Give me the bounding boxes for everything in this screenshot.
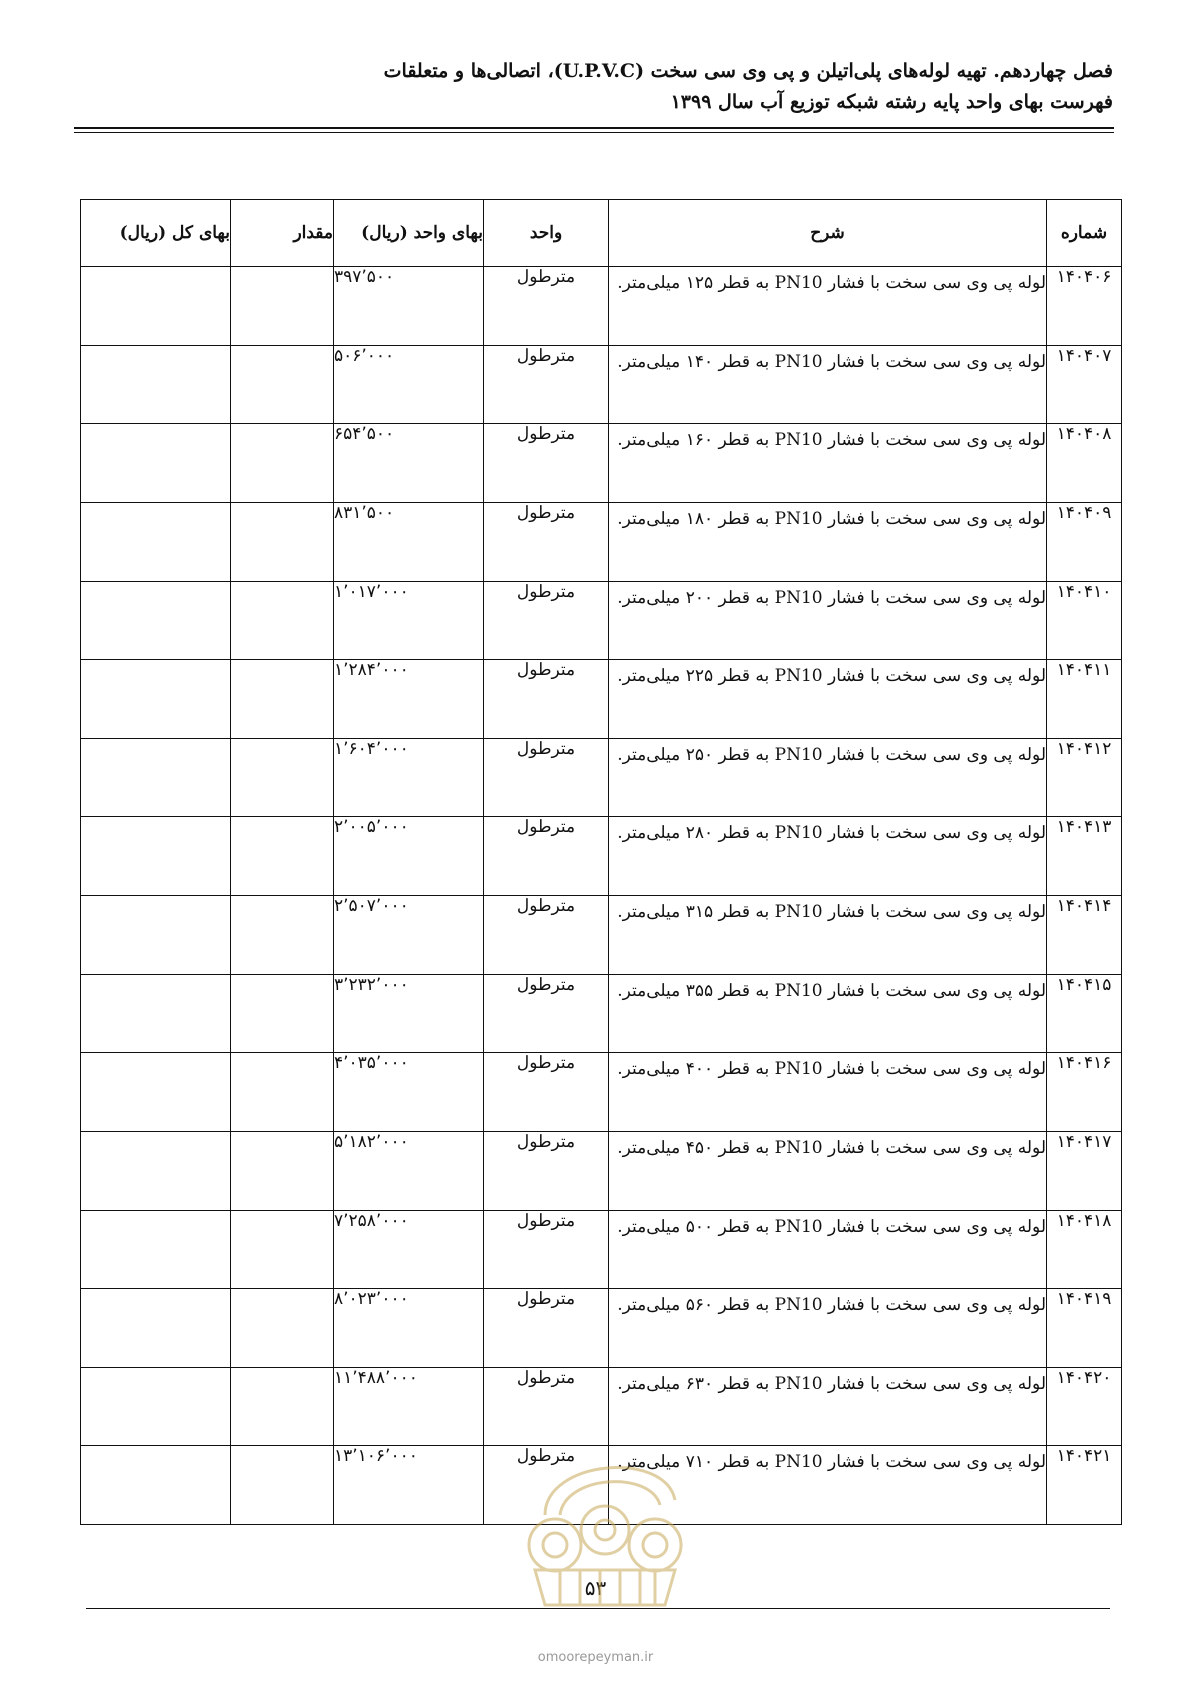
row-quantity [231, 896, 334, 975]
header-unit-price: بهای واحد (ریال) [334, 200, 484, 267]
description-unit: میلی‌متر. [617, 1059, 681, 1080]
row-number: ۱۴۰۴۰۸ [1047, 424, 1122, 503]
table-row [81, 345, 1122, 424]
row-unit: مترطول [484, 1446, 609, 1525]
row-number: ۱۴۰۴۰۶ [1047, 267, 1122, 346]
row-total-price [81, 345, 231, 424]
description-unit: میلی‌متر. [617, 666, 681, 687]
table-row [81, 738, 1122, 817]
description-unit: میلی‌متر. [617, 587, 681, 608]
row-description [609, 1289, 1047, 1368]
table-row [81, 581, 1122, 660]
row-unit: مترطول [484, 1367, 609, 1446]
row-unit: مترطول [484, 817, 609, 896]
row-quantity [231, 660, 334, 739]
description-unit: میلی‌متر. [617, 273, 681, 293]
row-quantity [231, 1053, 334, 1132]
header-rule-thick [74, 127, 1114, 129]
row-unit-price: ۲٬۰۰۵٬۰۰۰ [334, 817, 484, 896]
description-line: لوله پی وی سی سخت با فشار PN10 به قطر ۲۵۰ [685, 744, 1046, 765]
row-quantity [231, 345, 334, 424]
row-quantity [231, 738, 334, 817]
table-row [81, 1053, 1122, 1132]
description-line: لوله پی وی سی سخت با فشار PN10 به قطر ۲۰۰ [685, 587, 1046, 608]
row-number: ۱۴۰۴۲۰ [1047, 1367, 1122, 1446]
description-line: لوله پی وی سی سخت با فشار PN10 به قطر ۵۰۰ [685, 1216, 1046, 1237]
description-line: لوله پی وی سی سخت با فشار PN10 به قطر ۷۱۰ [685, 1452, 1046, 1473]
description-unit: میلی‌متر. [617, 430, 681, 451]
row-unit-price: ۵٬۱۸۲٬۰۰۰ [334, 1131, 484, 1210]
row-quantity [231, 1210, 334, 1289]
description-line: لوله پی وی سی سخت با فشار PN10 به قطر ۱۴۰ [685, 351, 1046, 372]
list-title: فهرست بهای واحد پایه رشته شبکه توزیع آب سال ۱۳۹۹ [670, 91, 1113, 113]
row-unit: مترطول [484, 502, 609, 581]
row-description [609, 581, 1047, 660]
header-unit: واحد [484, 200, 609, 267]
description-line: لوله پی وی سی سخت با فشار PN10 به قطر ۱۲۵ [685, 273, 1046, 293]
row-description [609, 1131, 1047, 1210]
table-row [81, 896, 1122, 975]
row-total-price [81, 267, 231, 346]
row-total-price [81, 1446, 231, 1525]
description-unit: میلی‌متر. [617, 1373, 681, 1394]
row-unit-price: ۱۳٬۱۰۶٬۰۰۰ [334, 1446, 484, 1525]
description-line: لوله پی وی سی سخت با فشار PN10 به قطر ۶۳۰ [685, 1373, 1046, 1394]
table-row [81, 1289, 1122, 1368]
row-description [609, 502, 1047, 581]
row-unit: مترطول [484, 1210, 609, 1289]
row-unit-price: ۴٬۰۳۵٬۰۰۰ [334, 1053, 484, 1132]
row-total-price [81, 581, 231, 660]
row-number: ۱۴۰۴۱۰ [1047, 581, 1122, 660]
row-unit-price: ۳۹۷٬۵۰۰ [334, 267, 484, 346]
row-quantity [231, 974, 334, 1053]
row-description [609, 1210, 1047, 1289]
row-number: ۱۴۰۴۰۹ [1047, 502, 1122, 581]
row-number: ۱۴۰۴۱۴ [1047, 896, 1122, 975]
row-total-price [81, 1053, 231, 1132]
row-quantity [231, 1289, 334, 1368]
row-number: ۱۴۰۴۱۸ [1047, 1210, 1122, 1289]
description-unit: میلی‌متر. [617, 1295, 681, 1316]
row-total-price [81, 660, 231, 739]
price-list-table [80, 199, 1122, 1525]
row-quantity [231, 581, 334, 660]
header-rule-thin [74, 132, 1114, 133]
row-description [609, 660, 1047, 739]
row-description [609, 738, 1047, 817]
row-total-price [81, 817, 231, 896]
table-row [81, 1131, 1122, 1210]
row-total-price [81, 1367, 231, 1446]
row-number: ۱۴۰۴۱۱ [1047, 660, 1122, 739]
row-unit: مترطول [484, 345, 609, 424]
row-unit: مترطول [484, 660, 609, 739]
description-unit: میلی‌متر. [617, 1216, 681, 1237]
row-number: ۱۴۰۴۱۲ [1047, 738, 1122, 817]
row-quantity [231, 1367, 334, 1446]
row-quantity [231, 502, 334, 581]
row-unit: مترطول [484, 581, 609, 660]
page-header [73, 55, 1113, 117]
row-number: ۱۴۰۴۲۱ [1047, 1446, 1122, 1525]
row-description [609, 817, 1047, 896]
description-unit: میلی‌متر. [617, 980, 681, 1001]
description-unit: میلی‌متر. [617, 1137, 681, 1158]
description-line: لوله پی وی سی سخت با فشار PN10 به قطر ۵۶۰ [685, 1295, 1046, 1316]
header-quantity: مقدار [231, 200, 334, 267]
row-unit-price: ۸۳۱٬۵۰۰ [334, 502, 484, 581]
table-row [81, 502, 1122, 581]
row-number: ۱۴۰۴۱۹ [1047, 1289, 1122, 1368]
description-line: لوله پی وی سی سخت با فشار PN10 به قطر ۴۰۰ [685, 1059, 1046, 1080]
description-line: لوله پی وی سی سخت با فشار PN10 به قطر ۴۵۰ [685, 1137, 1046, 1158]
header-number: شماره [1047, 200, 1122, 267]
description-line: لوله پی وی سی سخت با فشار PN10 به قطر ۳۵۵ [685, 980, 1046, 1001]
description-unit: میلی‌متر. [617, 1452, 681, 1473]
table-row [81, 1210, 1122, 1289]
row-unit-price: ۱٬۲۸۴٬۰۰۰ [334, 660, 484, 739]
row-unit-price: ۱٬۰۱۷٬۰۰۰ [334, 581, 484, 660]
row-number: ۱۴۰۴۱۳ [1047, 817, 1122, 896]
table-row [81, 817, 1122, 896]
row-unit: مترطول [484, 424, 609, 503]
row-quantity [231, 424, 334, 503]
row-description [609, 896, 1047, 975]
row-unit-price: ۱۱٬۴۸۸٬۰۰۰ [334, 1367, 484, 1446]
row-quantity [231, 1446, 334, 1525]
row-total-price [81, 1289, 231, 1368]
row-unit: مترطول [484, 738, 609, 817]
description-unit: میلی‌متر. [617, 351, 681, 372]
row-total-price [81, 502, 231, 581]
row-description [609, 267, 1047, 346]
row-total-price [81, 896, 231, 975]
row-unit-price: ۸٬۰۲۳٬۰۰۰ [334, 1289, 484, 1368]
description-line: لوله پی وی سی سخت با فشار PN10 به قطر ۲۲۵ [685, 666, 1046, 687]
row-description [609, 1053, 1047, 1132]
description-unit: میلی‌متر. [617, 744, 681, 765]
row-total-price [81, 424, 231, 503]
header-description: شرح [609, 200, 1047, 267]
row-number: ۱۴۰۴۱۵ [1047, 974, 1122, 1053]
row-description [609, 974, 1047, 1053]
row-quantity [231, 267, 334, 346]
description-line: لوله پی وی سی سخت با فشار PN10 به قطر ۱۸۰ [685, 508, 1046, 529]
description-unit: میلی‌متر. [617, 823, 681, 844]
row-total-price [81, 1131, 231, 1210]
row-unit: مترطول [484, 1289, 609, 1368]
header-total-price: بهای کل (ریال) [81, 200, 231, 267]
row-unit-price: ۷٬۲۵۸٬۰۰۰ [334, 1210, 484, 1289]
row-unit-price: ۲٬۵۰۷٬۰۰۰ [334, 896, 484, 975]
row-total-price [81, 738, 231, 817]
row-unit: مترطول [484, 896, 609, 975]
row-unit-price: ۶۵۴٬۵۰۰ [334, 424, 484, 503]
row-number: ۱۴۰۴۰۷ [1047, 345, 1122, 424]
description-line: لوله پی وی سی سخت با فشار PN10 به قطر ۲۸۰ [685, 823, 1046, 844]
table-row [81, 660, 1122, 739]
row-unit-price: ۳٬۲۳۲٬۰۰۰ [334, 974, 484, 1053]
stamp-watermark [505, 1420, 705, 1610]
row-number: ۱۴۰۴۱۶ [1047, 1053, 1122, 1132]
row-unit: مترطول [484, 1131, 609, 1210]
description-unit: میلی‌متر. [617, 508, 681, 529]
row-unit-price: ۱٬۶۰۴٬۰۰۰ [334, 738, 484, 817]
table-header-row [81, 200, 1122, 267]
row-quantity [231, 1131, 334, 1210]
row-unit: مترطول [484, 267, 609, 346]
table-row [81, 267, 1122, 346]
site-url: omoorepeyman.ir [537, 1650, 654, 1665]
row-total-price [81, 974, 231, 1053]
row-description [609, 345, 1047, 424]
row-total-price [81, 1210, 231, 1289]
table-row [81, 424, 1122, 503]
description-line: لوله پی وی سی سخت با فشار PN10 به قطر ۱۶۰ [685, 430, 1046, 451]
row-unit: مترطول [484, 974, 609, 1053]
row-description [609, 424, 1047, 503]
page-number: ۵۳ [584, 1576, 607, 1600]
description-unit: میلی‌متر. [617, 902, 681, 922]
row-number: ۱۴۰۴۱۷ [1047, 1131, 1122, 1210]
row-unit: مترطول [484, 1053, 609, 1132]
table-row [81, 974, 1122, 1053]
row-quantity [231, 817, 334, 896]
chapter-title: فصل چهاردهم. تهیه لوله‌های پلی‌اتیلن و پی وی سی سخت (U.P.V.C)، اتصالی‌ها و متعلقات [383, 60, 1113, 82]
description-line: لوله پی وی سی سخت با فشار PN10 به قطر ۳۱۵ [685, 902, 1046, 922]
row-unit-price: ۵۰۶٬۰۰۰ [334, 345, 484, 424]
